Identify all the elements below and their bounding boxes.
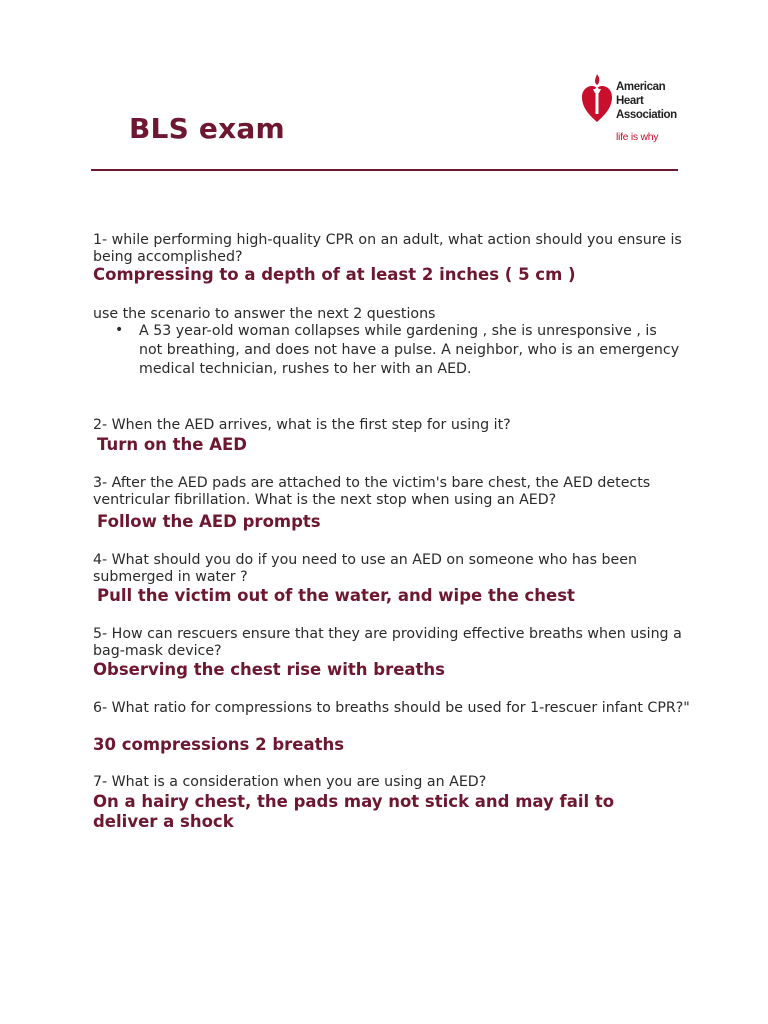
answer-2: Turn on the AED — [97, 435, 247, 454]
answer-4: Pull the victim out of the water, and wipe the chest — [97, 586, 575, 605]
logo-tagline: life is why — [616, 131, 659, 143]
question-3: 3- After the AED pads are attached to the victim's bare chest, the AED detects ventricular fibrillation. What is the next stop when using an AED? — [93, 475, 651, 508]
answer-7: On a hairy chest, the pads may not stick and may fail to deliver a shock — [93, 792, 615, 831]
question-2: 2- When the AED arrives, what is the first step for using it? — [93, 417, 511, 433]
answer-5: Observing the chest rise with breaths — [93, 660, 445, 679]
question-5: 5- How can rescuers ensure that they are providing effective breaths when using a bag-mask device? — [93, 626, 682, 659]
page-title: BLS exam — [129, 112, 285, 145]
question-7: 7- What is a consideration when you are using an AED? — [93, 774, 487, 790]
question-4: 4- What should you do if you need to use an AED on someone who has been submerged in water ? — [93, 552, 637, 585]
question-1: 1- while performing high-quality CPR on an adult, what action should you ensure is being accomplished? — [93, 232, 682, 265]
title-divider — [91, 169, 678, 171]
aha-logo — [580, 72, 690, 144]
answer-6: 30 compressions 2 breaths — [93, 735, 345, 754]
bullet-marker: • — [115, 322, 124, 338]
scenario-intro: use the scenario to answer the next 2 questions — [93, 306, 436, 322]
question-6: 6- What ratio for compressions to breaths should be used for 1-rescuer infant CPR?" — [93, 700, 690, 716]
answer-3: Follow the AED prompts — [97, 512, 321, 531]
heart-torch-icon — [580, 72, 614, 128]
scenario-text: A 53 year-old woman collapses while gardening , she is unresponsive , is not breathing, and does not have a pulse. A neighbor, who is an emergency medical technician, rushes to her with an AED. — [139, 323, 680, 377]
logo-org-name: American Heart Association — [616, 81, 677, 121]
answer-1: Compressing to a depth of at least 2 inches ( 5 cm ) — [93, 265, 576, 284]
